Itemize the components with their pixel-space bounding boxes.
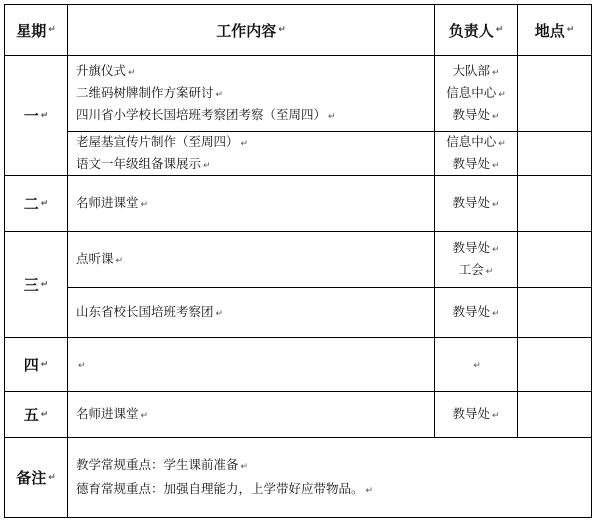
owner-text: 教导处 bbox=[452, 106, 490, 122]
monday-block-2-content bbox=[68, 132, 434, 175]
work-item-text: 老屋基宣传片制作（至周四） bbox=[76, 133, 239, 149]
monday-block-1-content bbox=[68, 56, 434, 131]
owner-text: 大队部 bbox=[452, 62, 490, 78]
work-item-text: 点听课 bbox=[76, 250, 114, 266]
owner-item bbox=[452, 61, 499, 83]
owner-item bbox=[452, 193, 499, 215]
wednesday-block-1-owner bbox=[435, 232, 517, 287]
wednesday-block-1-content bbox=[68, 232, 434, 287]
day-monday-label: 一 bbox=[23, 107, 39, 125]
owner-item bbox=[459, 260, 494, 282]
paragraph-mark: ↵ bbox=[566, 25, 575, 35]
owner-item bbox=[452, 154, 499, 176]
monday-block-1-place bbox=[518, 56, 591, 131]
owner-item bbox=[452, 105, 499, 127]
wednesday-block-2-owner bbox=[435, 288, 517, 337]
paragraph-mark: ↵ bbox=[48, 472, 56, 483]
owner-item bbox=[446, 83, 506, 105]
tuesday-content bbox=[68, 176, 434, 231]
day-friday bbox=[5, 392, 67, 437]
monday-block-2-owner bbox=[435, 132, 517, 175]
day-wednesday bbox=[5, 232, 67, 337]
owner-text: 教导处 bbox=[452, 239, 490, 255]
day-thursday bbox=[5, 338, 67, 391]
owner-item bbox=[452, 238, 499, 260]
wednesday-block-2-content bbox=[68, 288, 434, 337]
work-item bbox=[76, 302, 434, 324]
paragraph-mark: ↵ bbox=[48, 25, 56, 35]
paragraph-mark: ↵ bbox=[40, 359, 49, 370]
notes-label: 备注 bbox=[16, 469, 47, 487]
paragraph-mark: ↵ bbox=[491, 199, 500, 210]
work-item bbox=[76, 154, 434, 176]
work-item-text: 二维码树牌制作方案研讨 bbox=[76, 84, 214, 100]
header-content-label: 工作内容 bbox=[216, 21, 277, 40]
notes-content bbox=[68, 438, 591, 517]
friday-content bbox=[68, 392, 434, 437]
owner-text: 教导处 bbox=[452, 303, 490, 319]
owner-text: 信息中心 bbox=[446, 84, 497, 100]
owner-text: 信息中心 bbox=[446, 133, 497, 149]
paragraph-mark: ↵ bbox=[491, 410, 500, 421]
owner-text: 工会 bbox=[458, 261, 484, 277]
paragraph-mark: ↵ bbox=[40, 279, 49, 290]
paragraph-mark: ↵ bbox=[495, 25, 504, 35]
empty-item bbox=[76, 354, 434, 376]
work-item bbox=[76, 404, 434, 426]
paragraph-mark: ↵ bbox=[40, 110, 49, 121]
paragraph-mark: ↵ bbox=[140, 199, 149, 210]
paragraph-mark: ↵ bbox=[78, 360, 86, 371]
day-monday bbox=[5, 56, 67, 175]
work-item-text: 语文一年级组备课展示 bbox=[76, 155, 202, 171]
work-item bbox=[76, 132, 434, 154]
work-item-text: 升旗仪式 bbox=[76, 62, 127, 78]
tuesday-owner bbox=[435, 176, 517, 231]
paragraph-mark: ↵ bbox=[40, 198, 49, 209]
notes-label-cell bbox=[5, 438, 67, 517]
owner-item bbox=[452, 404, 499, 426]
paragraph-mark: ↵ bbox=[215, 89, 224, 100]
schedule-table bbox=[4, 4, 592, 518]
note-line bbox=[76, 454, 591, 478]
paragraph-mark: ↵ bbox=[328, 111, 336, 122]
note-text: 教学常规重点：学生课前准备 bbox=[76, 456, 239, 472]
day-tuesday bbox=[5, 176, 67, 231]
paragraph-mark: ↵ bbox=[491, 160, 500, 171]
paragraph-mark: ↵ bbox=[491, 67, 500, 78]
owner-text: 教导处 bbox=[452, 405, 490, 421]
paragraph-mark: ↵ bbox=[365, 485, 374, 496]
paragraph-mark: ↵ bbox=[215, 308, 224, 319]
work-item bbox=[76, 249, 434, 271]
paragraph-mark: ↵ bbox=[473, 360, 481, 371]
owner-item bbox=[452, 302, 499, 324]
paragraph-mark: ↵ bbox=[491, 111, 500, 122]
header-content bbox=[68, 5, 434, 55]
paragraph-mark: ↵ bbox=[240, 461, 249, 472]
note-text: 德育常规重点：加强自理能力，上学带好应带物品。 bbox=[76, 480, 364, 496]
work-item bbox=[76, 105, 434, 127]
paragraph-mark: ↵ bbox=[40, 409, 49, 420]
paragraph-mark: ↵ bbox=[140, 410, 149, 421]
day-tuesday-label: 二 bbox=[23, 195, 39, 213]
header-owner-label: 负责人 bbox=[448, 21, 494, 40]
paragraph-mark: ↵ bbox=[203, 160, 211, 171]
owner-text: 教导处 bbox=[452, 194, 490, 210]
header-day bbox=[5, 5, 67, 55]
header-place-label: 地点 bbox=[534, 21, 565, 40]
paragraph-mark: ↵ bbox=[491, 244, 500, 255]
work-item bbox=[76, 61, 434, 83]
day-wednesday-label: 三 bbox=[23, 276, 39, 294]
work-item-text: 名师进课堂 bbox=[76, 194, 139, 210]
paragraph-mark: ↵ bbox=[115, 255, 124, 266]
friday-owner bbox=[435, 392, 517, 437]
header-day-label: 星期 bbox=[16, 21, 47, 40]
paragraph-mark: ↵ bbox=[498, 89, 506, 100]
header-place bbox=[518, 5, 591, 55]
thursday-owner bbox=[435, 338, 517, 391]
work-item-text: 名师进课堂 bbox=[76, 405, 139, 421]
paragraph-mark: ↵ bbox=[498, 138, 506, 149]
paragraph-mark: ↵ bbox=[240, 138, 249, 149]
work-item-text: 山东省校长国培班考察团 bbox=[76, 303, 214, 319]
paragraph-mark: ↵ bbox=[491, 308, 500, 319]
work-item-text: 四川省小学校长国培班考察团考察（至周四） bbox=[76, 106, 327, 122]
note-line bbox=[76, 478, 591, 502]
owner-text: 教导处 bbox=[452, 155, 490, 171]
owner-item bbox=[446, 132, 506, 154]
day-friday-label: 五 bbox=[23, 406, 39, 424]
paragraph-mark: ↵ bbox=[128, 67, 136, 78]
paragraph-mark: ↵ bbox=[485, 266, 494, 277]
header-owner bbox=[435, 5, 517, 55]
monday-block-1-owner bbox=[435, 56, 517, 131]
day-thursday-label: 四 bbox=[23, 356, 39, 374]
work-item bbox=[76, 193, 434, 215]
empty-item bbox=[471, 354, 481, 376]
work-item bbox=[76, 83, 434, 105]
thursday-content bbox=[68, 338, 434, 391]
paragraph-mark: ↵ bbox=[278, 25, 286, 35]
